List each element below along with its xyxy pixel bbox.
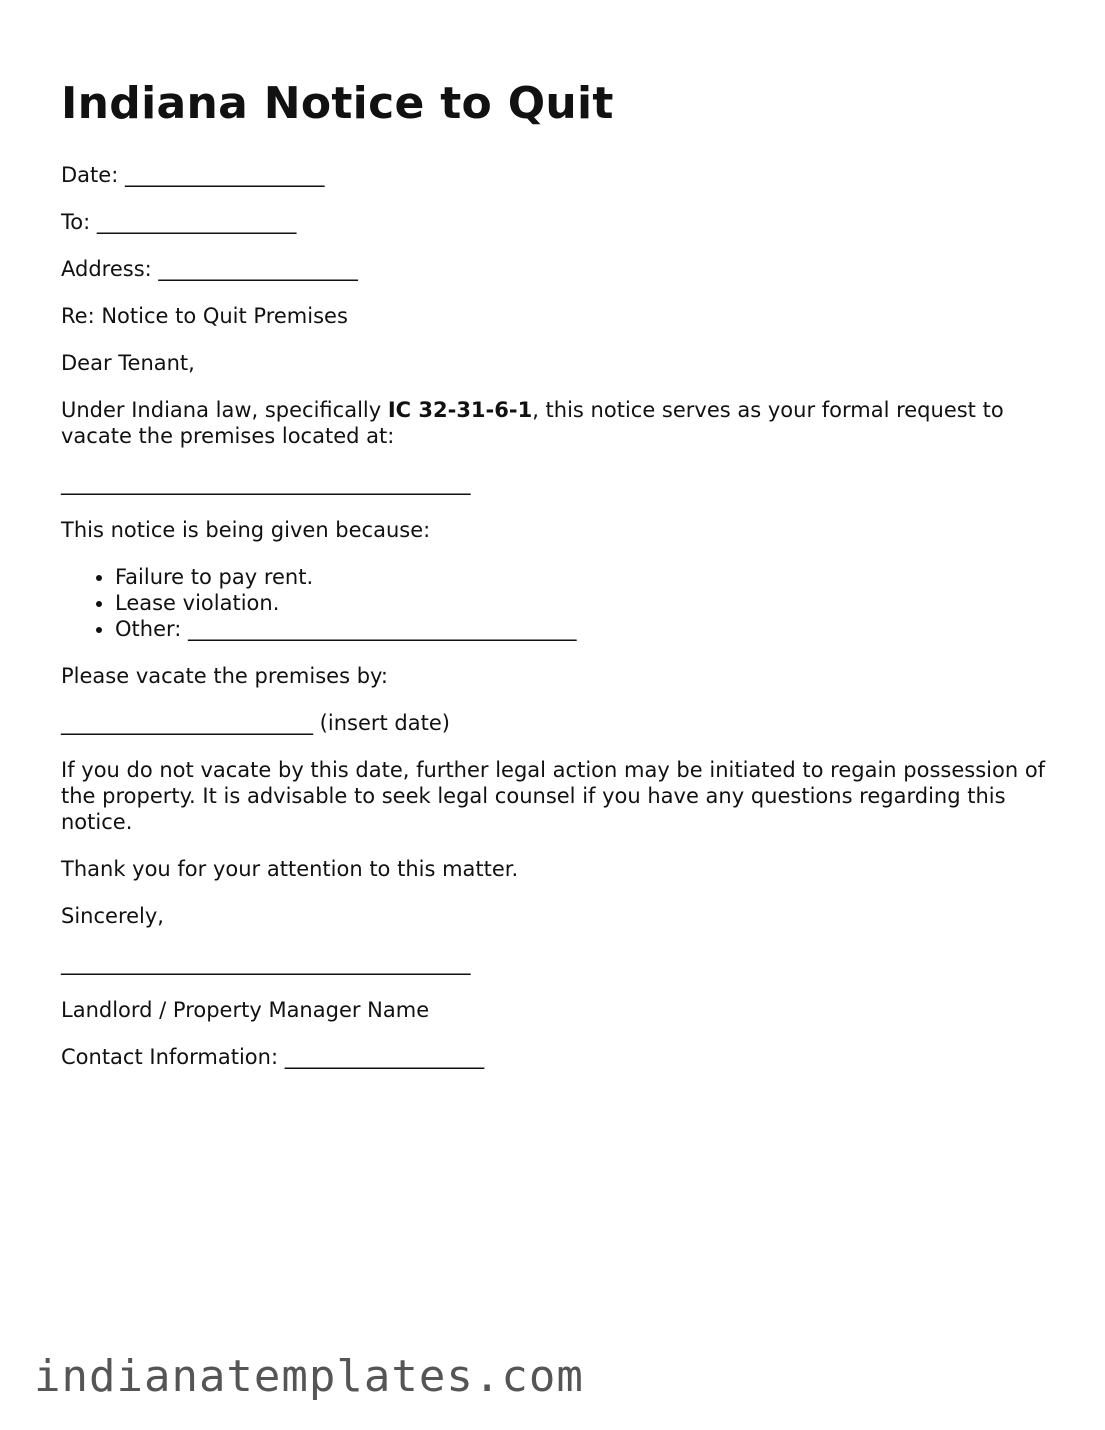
thanks-line: Thank you for your attention to this matter. xyxy=(61,857,519,881)
to-field: To: ___________________ xyxy=(61,210,297,234)
closing-line: Sincerely, xyxy=(61,904,164,928)
consequence-paragraph: If you do not vacate by this date, further legal action may be initiated to regain possession of the property. It is advisable to seek legal counsel if you have any questions regarding this notice. xyxy=(61,758,1046,834)
reason-list xyxy=(61,564,1051,642)
reason-item-other: • Other: _____________________________________ xyxy=(115,616,1051,642)
vacate-date-line: ________________________ (insert date) xyxy=(61,711,450,735)
contact-field: Contact Information: ___________________ xyxy=(61,1045,485,1069)
address-field: Address: ___________________ xyxy=(61,257,358,281)
premises-blank-line: _______________________________________ xyxy=(61,471,471,495)
reason-heading: This notice is being given because: xyxy=(61,518,431,542)
intro-before: Under Indiana law, specifically xyxy=(61,398,388,422)
signature-blank-line: _______________________________________ xyxy=(61,951,471,975)
signer-label: Landlord / Property Manager Name xyxy=(61,998,430,1022)
intro-paragraph xyxy=(61,397,1051,449)
statute-reference: IC 32-31-6-1 xyxy=(387,398,533,422)
site-watermark: indianatemplates.com xyxy=(34,1351,584,1402)
date-field: Date: ___________________ xyxy=(61,163,325,187)
intro-after: , this notice serves as your formal request to vacate the premises located at: xyxy=(61,398,1004,448)
reason-item-lease: • Lease violation. xyxy=(115,590,1051,616)
document-page xyxy=(61,78,1051,1091)
subject-line: Re: Notice to Quit Premises xyxy=(61,304,348,328)
salutation: Dear Tenant, xyxy=(61,351,195,375)
reason-item-rent: • Failure to pay rent. xyxy=(115,564,1051,590)
vacate-heading: Please vacate the premises by: xyxy=(61,664,388,688)
document-title: Indiana Notice to Quit xyxy=(61,78,614,129)
